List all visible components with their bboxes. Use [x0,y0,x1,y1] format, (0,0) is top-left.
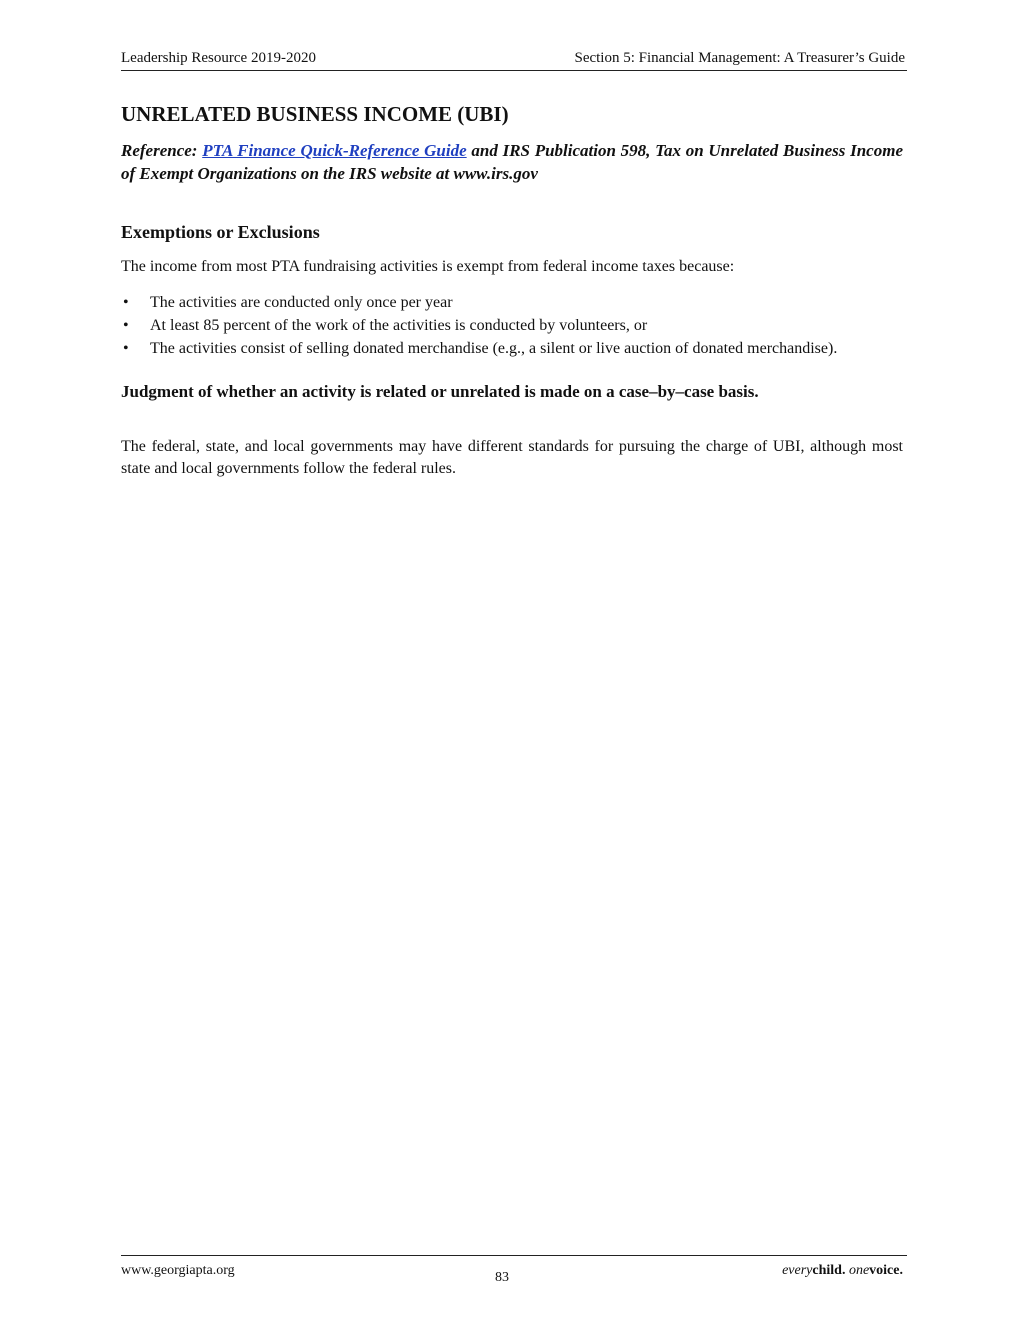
footer-tagline [782,1263,903,1279]
reference-suffix: and IRS Publication 598, Tax on Unrelated Business Income of Exempt Organizations on the IRS website at www.irs.gov [121,141,903,183]
header-resource-title: Leadership Resource 2019-2020 [121,50,316,66]
section-heading: Exemptions or Exclusions [121,222,320,242]
list-item-text: At least 85 percent of the work of the activities is conducted by volunteers, or [150,317,648,334]
page-footer [121,1255,907,1296]
bullet-icon: • [123,317,129,334]
bullet-icon: • [123,340,129,357]
page-number: 83 [495,1270,509,1285]
bullet-icon: • [123,294,129,311]
list-item-text: The activities consist of selling donated merchandise (e.g., a silent or live auction of donated merchandise). [150,340,838,357]
tagline-every: every [782,1263,813,1278]
tagline-voice: voice. [869,1263,903,1278]
reference-prefix: Reference: [121,141,203,160]
list-item-text: The activities are conducted only once per year [150,294,453,311]
exemption-list [121,291,903,364]
judgment-statement: Judgment of whether an activity is related or unrelated is made on a case–by–case basis. [121,382,759,401]
page-header [121,50,907,71]
header-section-title: Section 5: Financial Management: A Treasurer’s Guide [574,50,905,66]
page-title: UNRELATED BUSINESS INCOME (UBI) [121,102,509,126]
closing-paragraph: The federal, state, and local governments may have different standards for pursuing the charge of UBI, although most state and local governments follow the federal rules. [121,438,903,477]
reference-note [121,139,903,185]
finance-guide-link[interactable]: PTA Finance Quick-Reference Guide [202,141,467,160]
page-content [121,102,903,480]
tagline-child: child. [812,1263,849,1278]
list-item [121,291,903,314]
intro-paragraph: The income from most PTA fundraising activities is exempt from federal income taxes because: [121,258,735,275]
list-item [121,334,903,364]
tagline-one: one [848,1263,870,1278]
footer-website: www.georgiapta.org [121,1263,235,1278]
